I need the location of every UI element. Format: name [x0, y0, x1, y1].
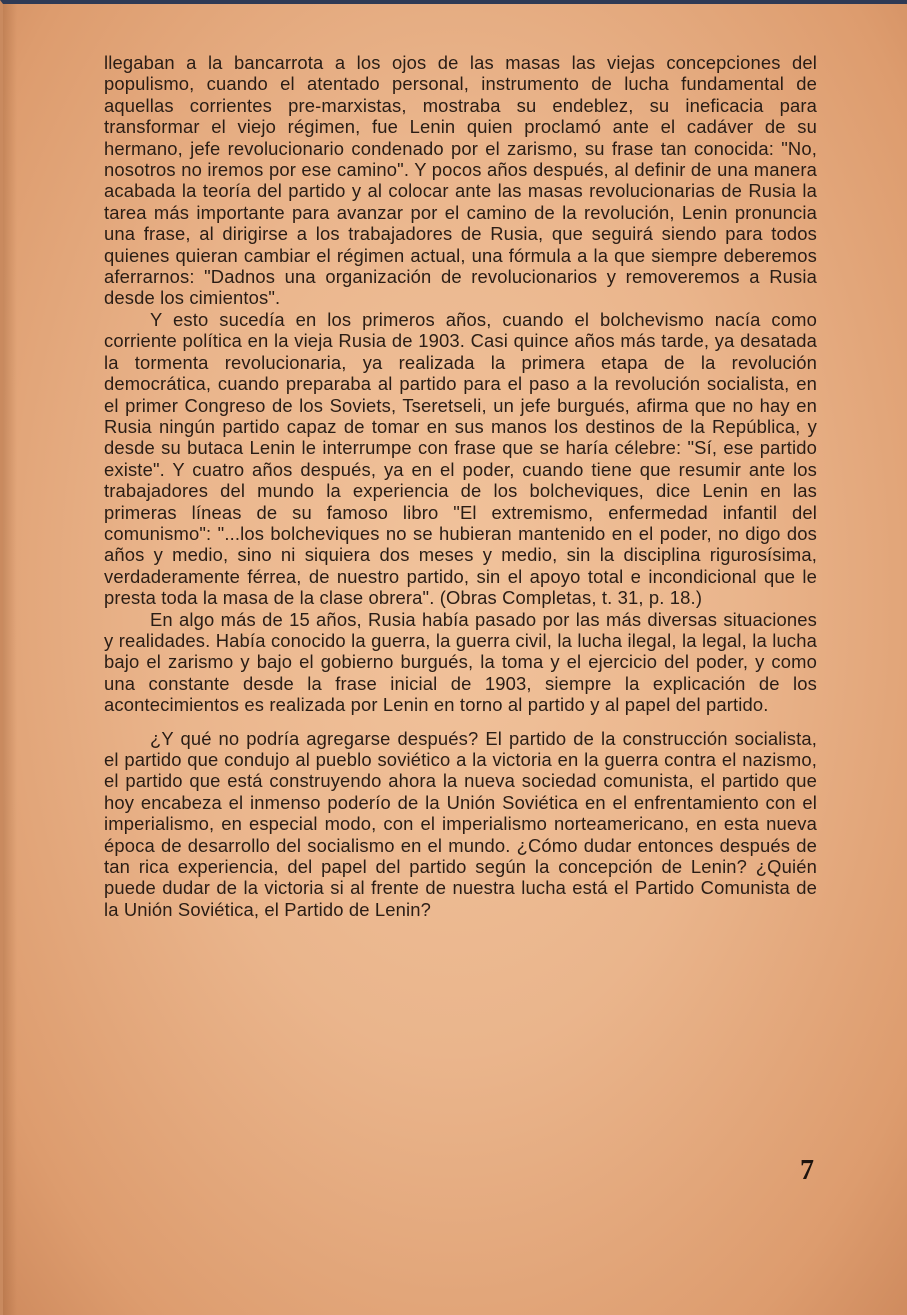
paragraph-2: Y esto sucedía en los primeros años, cuando el bolchevismo nacía como corriente política en la vieja Rusia de 1903. Casi quince años más tarde, ya desatada la tormenta revolucionaria, ya realizada la primera etapa de la revolución democrática, cuando preparaba al partido para el paso a la revolución socialista, en el primer Congreso de los Soviets, Tseretseli, un jefe burgués, afirma que no hay en Rusia ningún partido capaz de tomar en sus manos los destinos de la República, y desde su butaca Lenin le interrumpe con frase que se haría célebre: "Sí, ese partido existe". Y cuatro años después, ya en el poder, cuando tiene que resumir ante los trabajadores del mundo la experiencia de los bolcheviques, dice Lenin en las primeras líneas de su famoso libro "El extremismo, enfermedad infantil del comunismo": "...los bolcheviques no se hubieran mantenido en el poder, no digo dos años y medio, sino ni siquiera dos meses y medio, sin la disciplina rigurosísima, verdaderamente férrea, de nuestro partido, sin el apoyo total e incondicional que le presta toda la masa de la clase obrera". (Obras Completas, t. 31, p. 18.) [104, 308, 817, 609]
paragraph-4: ¿Y qué no podría agregarse después? El partido de la construcción socialista, el partido que condujo al pueblo soviético a la victoria en la guerra contra el nazismo, el partido que está construyendo ahora la nueva sociedad comunista, el partido que hoy encabeza el inmenso poderío de la Unión Soviética en el enfrentamiento con el imperialismo, en especial modo, con el imperialismo norteamericano, en esta nueva época de desarrollo del socialismo en el mundo. ¿Cómo dudar entonces después de tan rica experiencia, del papel del partido según la concepción de Lenin? ¿Quién puede dudar de la victoria si al frente de nuestra lucha está el Partido Comunista de la Unión Soviética, el Partido de Lenin? [104, 727, 817, 920]
page-number: 7 [800, 1155, 814, 1186]
paragraph-1: llegaban a la bancarrota a los ojos de las masas las viejas concepciones del populismo, cuando el atentado personal, instrumento de lucha fundamental de aquellas corrientes pre-marxistas, mostraba su endeblez, su ineficacia para transformar el viejo régimen, fue Lenin quien proclamó ante el cadáver de su hermano, jefe revolucionario condenado por el zarismo, su frase tan conocida: "No, nosotros no iremos por ese camino". Y pocos años después, al definir de una manera acabada la teoría del partido y al colocar ante las masas revolucionarias de Rusia la tarea más importante para avanzar por el camino de la revolución, Lenin pronuncia una frase, al dirigirse a los trabajadores de Rusia, que seguirá siendo para todos quienes quieran cambiar el régimen actual, una fórmula a la que siempre deberemos aferrarnos: "Dadnos una organización de revolucionarios y removeremos a Rusia desde los cimientos". [104, 52, 817, 309]
paragraph-3: En algo más de 15 años, Rusia había pasado por las más diversas situaciones y realidades. Había conocido la guerra, la guerra civil, la lucha ilegal, la legal, la lucha bajo el zarismo y bajo el gobierno burgués, la toma y el ejercicio del poder, y como una constante desde la frase inicial de 1903, siempre la explicación de los acontecimientos es realizada por Lenin en torno al partido y al papel del partido. [104, 608, 817, 716]
body-text [104, 52, 817, 920]
